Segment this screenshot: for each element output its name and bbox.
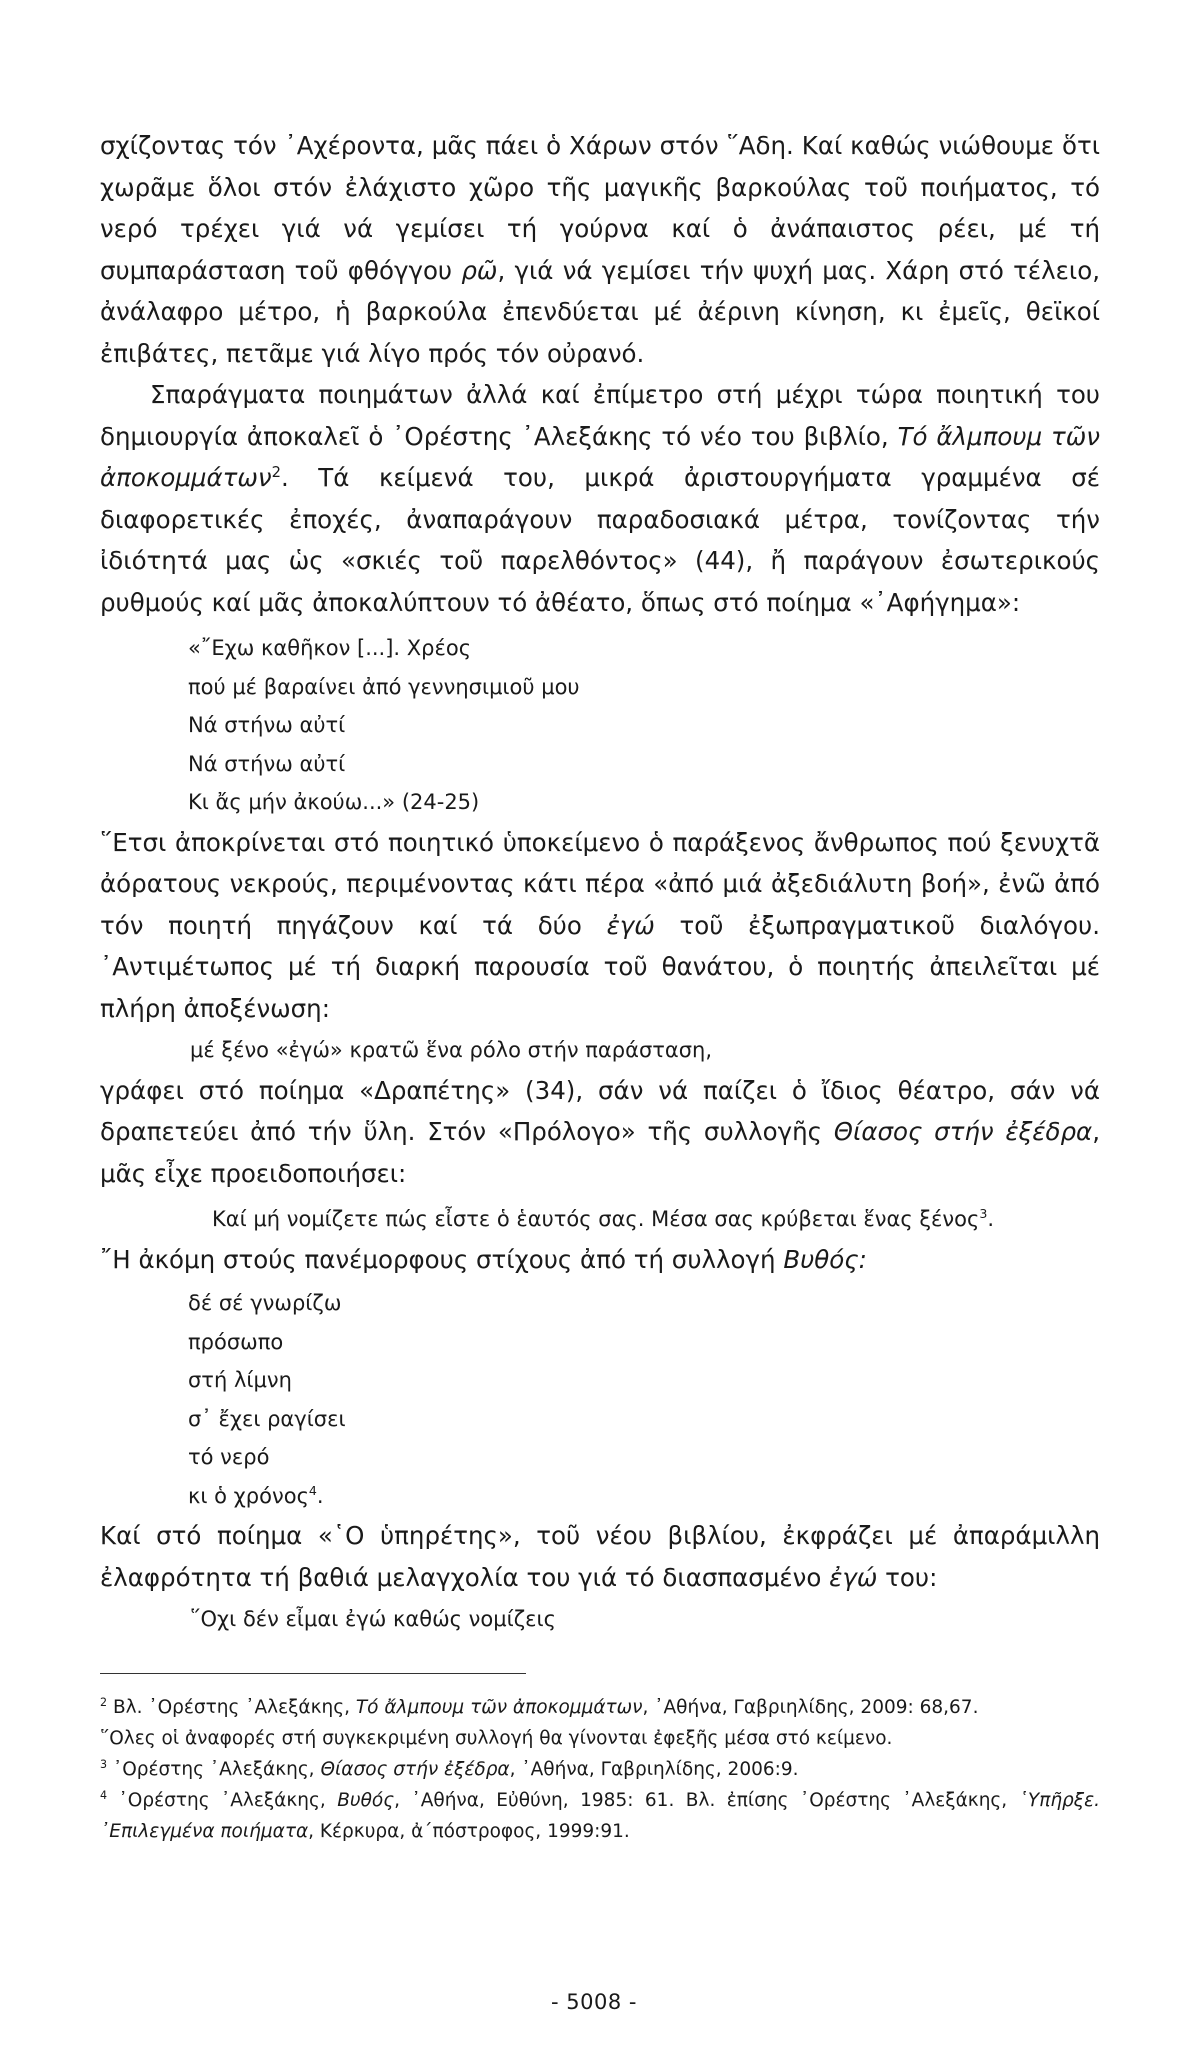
verse-line: στή λίμνη — [188, 1368, 292, 1392]
footnote-mark: 2 — [100, 1695, 108, 1709]
quote-vythos — [100, 1284, 1100, 1515]
footnote-ref: 2 — [271, 463, 281, 481]
footnotes — [100, 1692, 1100, 1847]
footnote-divider — [100, 1673, 526, 1674]
footnote-mark: 4 — [100, 1788, 108, 1802]
verse-line: Νά στήνω αὐτί — [188, 713, 346, 737]
verse-line: σ᾿ ἔχει ραγίσει — [188, 1406, 346, 1431]
verse-line: «῎Εχω καθῆκον [...]. Χρέος — [188, 636, 472, 660]
footnote-mark: 3 — [100, 1757, 108, 1771]
page-number: - 5008 - — [551, 1990, 637, 2014]
text: . Τά κείμενά του, μικρά ἀριστουργήματα γραμμένα σέ διαφορετικές ἐποχές, ἀναπαράγουν παραδοσιακά μέτρα, τονίζοντας τήν ἰδιότητά μας ὡς «σκιές τοῦ παρελθόντος» (44), ἤ παράγουν ἐσωτερικούς ρυθμούς καί μᾶς ἀποκαλύπτουν τό ἀθέατο, ὅπως στό ποίημα «᾿Αφήγημα»: — [100, 463, 1100, 617]
text: , μᾶς εἶχε προειδοποιήσει: — [100, 1117, 1100, 1188]
text: ᾿Ορέστης ᾿Αλεξάκης, — [118, 1789, 338, 1811]
book-title: Θίασος στήν ἐξέδρα — [833, 1117, 1093, 1146]
verse-line: πού μέ βαραίνει ἀπό γεννησιμιοῦ μου — [188, 674, 580, 699]
italic-text: ρῶ — [461, 255, 498, 285]
text: , ᾿Αθήνα, Γαβριηλίδης, 2009: 68,67. — [642, 1696, 979, 1718]
paragraph-1 — [100, 125, 1100, 374]
italic-text: ἐγώ — [606, 910, 655, 940]
paragraph-2 — [100, 374, 1100, 623]
footnote-3 — [100, 1754, 1100, 1785]
footnote-ref: 3 — [979, 1206, 988, 1221]
text: τοῦ ἐξωπραγματικοῦ διαλόγου. ᾿Αντιμέτωπος μέ τή διαρκή παρουσία τοῦ θανάτου, ὁ ποιητής ἀπειλεῖται μέ πλήρη ἀποξένωση: — [100, 910, 1100, 1023]
text: Καί μή νομίζετε πώς εἶστε ὁ ἑαυτός σας. Μέσα σας κρύβεται ἕνας ξένος — [212, 1207, 980, 1231]
verse-line — [188, 1477, 1100, 1516]
quote-afigima — [100, 629, 1100, 822]
text: κι ὁ χρόνος — [188, 1483, 309, 1508]
text: , ᾿Αθήνα, Εὐθύνη, 1985: 61. Βλ. ἐπίσης ᾿Ορέστης ᾿Αλεξάκης, — [394, 1789, 1019, 1811]
text: , ᾿Αθήνα, Γαβριηλίδης, 2006:9. — [509, 1758, 799, 1780]
text: σχίζοντας τόν ᾿Αχέροντα, μᾶς πάει ὁ Χάρων στόν ῞Αδη. Καί καθώς νιώθουμε ὅτι χωρᾶμε ὅλοι στόν ἐλάχιστο χῶρο τῆς μαγικῆς βαρκούλας τοῦ ποιήματος, τό νερό τρέχει γιά νά γεμίσει τή γούρνα καί ὁ ἀνάπαιστος ρέει, μέ τή συμπαράσταση τοῦ φθόγγου — [100, 131, 1100, 285]
footnote-4 — [100, 1785, 1100, 1847]
verse-line: δέ σέ γνωρίζω — [188, 1291, 342, 1315]
quote-ypiretis: ῞Οχι δέν εἶμαι ἐγώ καθώς νομίζεις — [190, 1607, 556, 1631]
paragraph-5 — [100, 1239, 1100, 1281]
book-title: ῾Υπῆρξε. ᾿Επιλεγμένα ποιήματα — [100, 1789, 1100, 1842]
text: . — [316, 1483, 324, 1508]
text: ῞Ετσι ἀποκρίνεται στό ποιητικό ὑποκείμενο ὁ παράξενος ἄνθρωπος πού ξενυχτᾶ ἀόρατους νεκρούς, περιμένοντας κάτι πέρα «ἀπό μιά ἀξεδιάλυτη βοή», ἐνῶ ἀπό τόν ποιητή πηγάζουν καί τά δύο — [100, 827, 1100, 940]
verse-line: Νά στήνω αὐτί — [188, 751, 346, 776]
verse-line: τό νερό — [188, 1445, 270, 1469]
italic-text: ἐγώ — [829, 1562, 878, 1592]
book-title: Θίασος στήν ἐξέδρα — [320, 1758, 510, 1780]
verse-line: Κι ἄς μήν ἀκούω...» (24-25) — [188, 790, 480, 814]
footnote-2 — [100, 1692, 1100, 1723]
quote-drapetis: μέ ξένο «ἐγώ» κρατῶ ἕνα ρόλο στήν παράσταση, — [190, 1038, 713, 1062]
book-title: Βυθός — [337, 1789, 395, 1811]
text: . — [987, 1207, 995, 1231]
paragraph-3 — [100, 822, 1100, 1030]
page-body — [100, 125, 1100, 1847]
paragraph-4 — [100, 1070, 1100, 1195]
text: ῎Η ἀκόμη στούς πανέμορφους στίχους ἀπό τή συλλογή — [100, 1244, 784, 1274]
book-title: Βυθός: — [783, 1244, 867, 1274]
verse-line: πρόσωπο — [188, 1329, 284, 1354]
quote-prologos — [212, 1200, 1100, 1239]
text: , Κέρκυρα, ἀ΄πόστροφος, 1999:91. — [308, 1820, 630, 1842]
book-title: Τό ἄλμπουμ τῶν ἀποκομμάτων — [100, 421, 1100, 492]
text: Σπαράγματα ποιημάτων ἀλλά καί ἐπίμετρο στή μέχρι τώρα ποιητική του δημιουργία ἀποκαλεῖ ὁ ᾿Ορέστης ᾿Αλεξάκης τό νέο του βιβλίο, — [100, 380, 1100, 451]
text: γράφει στό ποίημα «Δραπέτης» (34), σάν νά παίζει ὁ ἴδιος θέατρο, σάν νά δραπετεύει ἀπό τήν ὕλη. Στόν «Πρόλογο» τῆς συλλογῆς — [100, 1075, 1100, 1146]
footnote-2-line2: ῞Ολες οἱ ἀναφορές στή συγκεκριμένη συλλογή θα γίνονται ἐφεξῆς μέσα στό κείμενο. — [100, 1727, 893, 1749]
footnote-ref: 4 — [308, 1482, 317, 1498]
text: Βλ. ᾿Ορέστης ᾿Αλεξάκης, — [112, 1696, 356, 1718]
book-title: Τό ἄλμπουμ τῶν ἀποκομμάτων — [355, 1696, 643, 1718]
text: του: — [877, 1562, 938, 1592]
paragraph-6 — [100, 1515, 1100, 1598]
text: , γιά νά γεμίσει τήν ψυχή μας. Χάρη στό τέλειο, ἀνάλαφρο μέτρο, ἡ βαρκούλα ἐπενδύεται μέ ἀέρινη κίνηση, κι ἐμεῖς, θεϊκοί ἐπιβάτες, πετᾶμε γιά λίγο πρός τόν οὐρανό. — [100, 255, 1100, 368]
text: ᾿Ορέστης ᾿Αλεξάκης, — [112, 1758, 321, 1780]
text: Καί στό ποίημα «῾Ο ὑπηρέτης», τοῦ νέου βιβλίου, ἐκφράζει μέ ἀπαράμιλλη ἐλαφρότητα τή βαθιά μελαγχολία του γιά τό διασπασμένο — [100, 1521, 1100, 1592]
